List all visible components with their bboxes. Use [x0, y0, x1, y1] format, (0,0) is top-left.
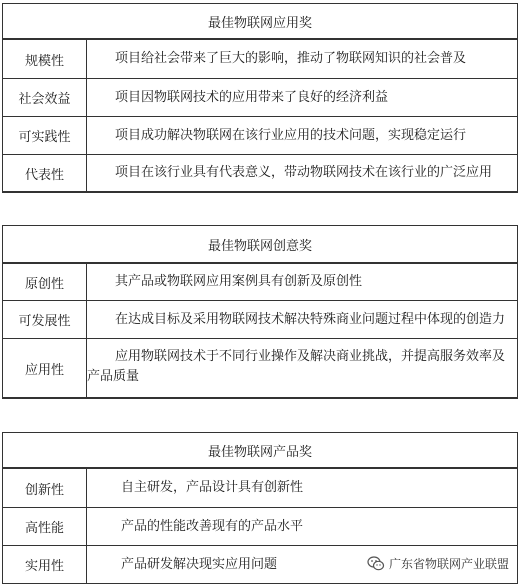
criterion-row [3, 301, 517, 339]
criterion-name: 应用性 [3, 339, 87, 397]
criterion-row [3, 508, 517, 546]
criterion-desc: 应用物联网技术于不同行业操作及解决商业挑战，并提高服务效率及产品质量 [87, 349, 506, 384]
award-table-application [2, 3, 518, 193]
criterion-row [3, 155, 517, 193]
watermark [363, 553, 513, 574]
award-title: 最佳物联网产品奖 [3, 433, 517, 469]
criterion-name: 社会效益 [3, 79, 87, 116]
watermark-text: 广东省物联网产业联盟 [388, 557, 509, 571]
wechat-icon [367, 556, 385, 572]
criterion-name: 原创性 [3, 264, 87, 300]
criterion-desc: 自主研发，产品设计具有创新性 [121, 480, 304, 495]
criterion-name: 规模性 [3, 40, 87, 78]
award-title: 最佳物联网创意奖 [3, 226, 517, 264]
criterion-desc: 其产品或物联网应用案例具有创新及原创性 [115, 274, 363, 289]
award-title: 最佳物联网应用奖 [3, 4, 517, 40]
criterion-row [3, 117, 517, 155]
criterion-desc: 项目给社会带来了巨大的影响，推动了物联网知识的社会普及 [115, 51, 467, 66]
criterion-name: 实用性 [3, 546, 87, 583]
criterion-row [3, 79, 517, 117]
criterion-desc: 产品研发解决现实应用问题 [121, 556, 278, 572]
criterion-desc: 项目因物联网技术的应用带来了良好的经济利益 [115, 89, 389, 105]
award-table-creative [2, 225, 518, 399]
criterion-row [3, 339, 517, 399]
criterion-row [3, 264, 517, 301]
criterion-row [3, 40, 517, 79]
criterion-name: 高性能 [3, 508, 87, 545]
criterion-name: 代表性 [3, 155, 87, 191]
criterion-desc: 项目成功解决物联网在该行业应用的技术问题，实现稳定运行 [115, 127, 467, 143]
criterion-desc: 项目在该行业具有代表意义，带动物联网技术在该行业的广泛应用 [115, 165, 493, 180]
criterion-name: 可发展性 [3, 301, 87, 338]
criterion-desc: 在达成目标及采用物联网技术解决特殊商业问题过程中体现的创造力 [115, 311, 506, 327]
criterion-desc: 产品的性能改善现有的产品水平 [121, 518, 304, 534]
criterion-name: 创新性 [3, 469, 87, 507]
criterion-name: 可实践性 [3, 117, 87, 154]
criterion-row [3, 469, 517, 508]
